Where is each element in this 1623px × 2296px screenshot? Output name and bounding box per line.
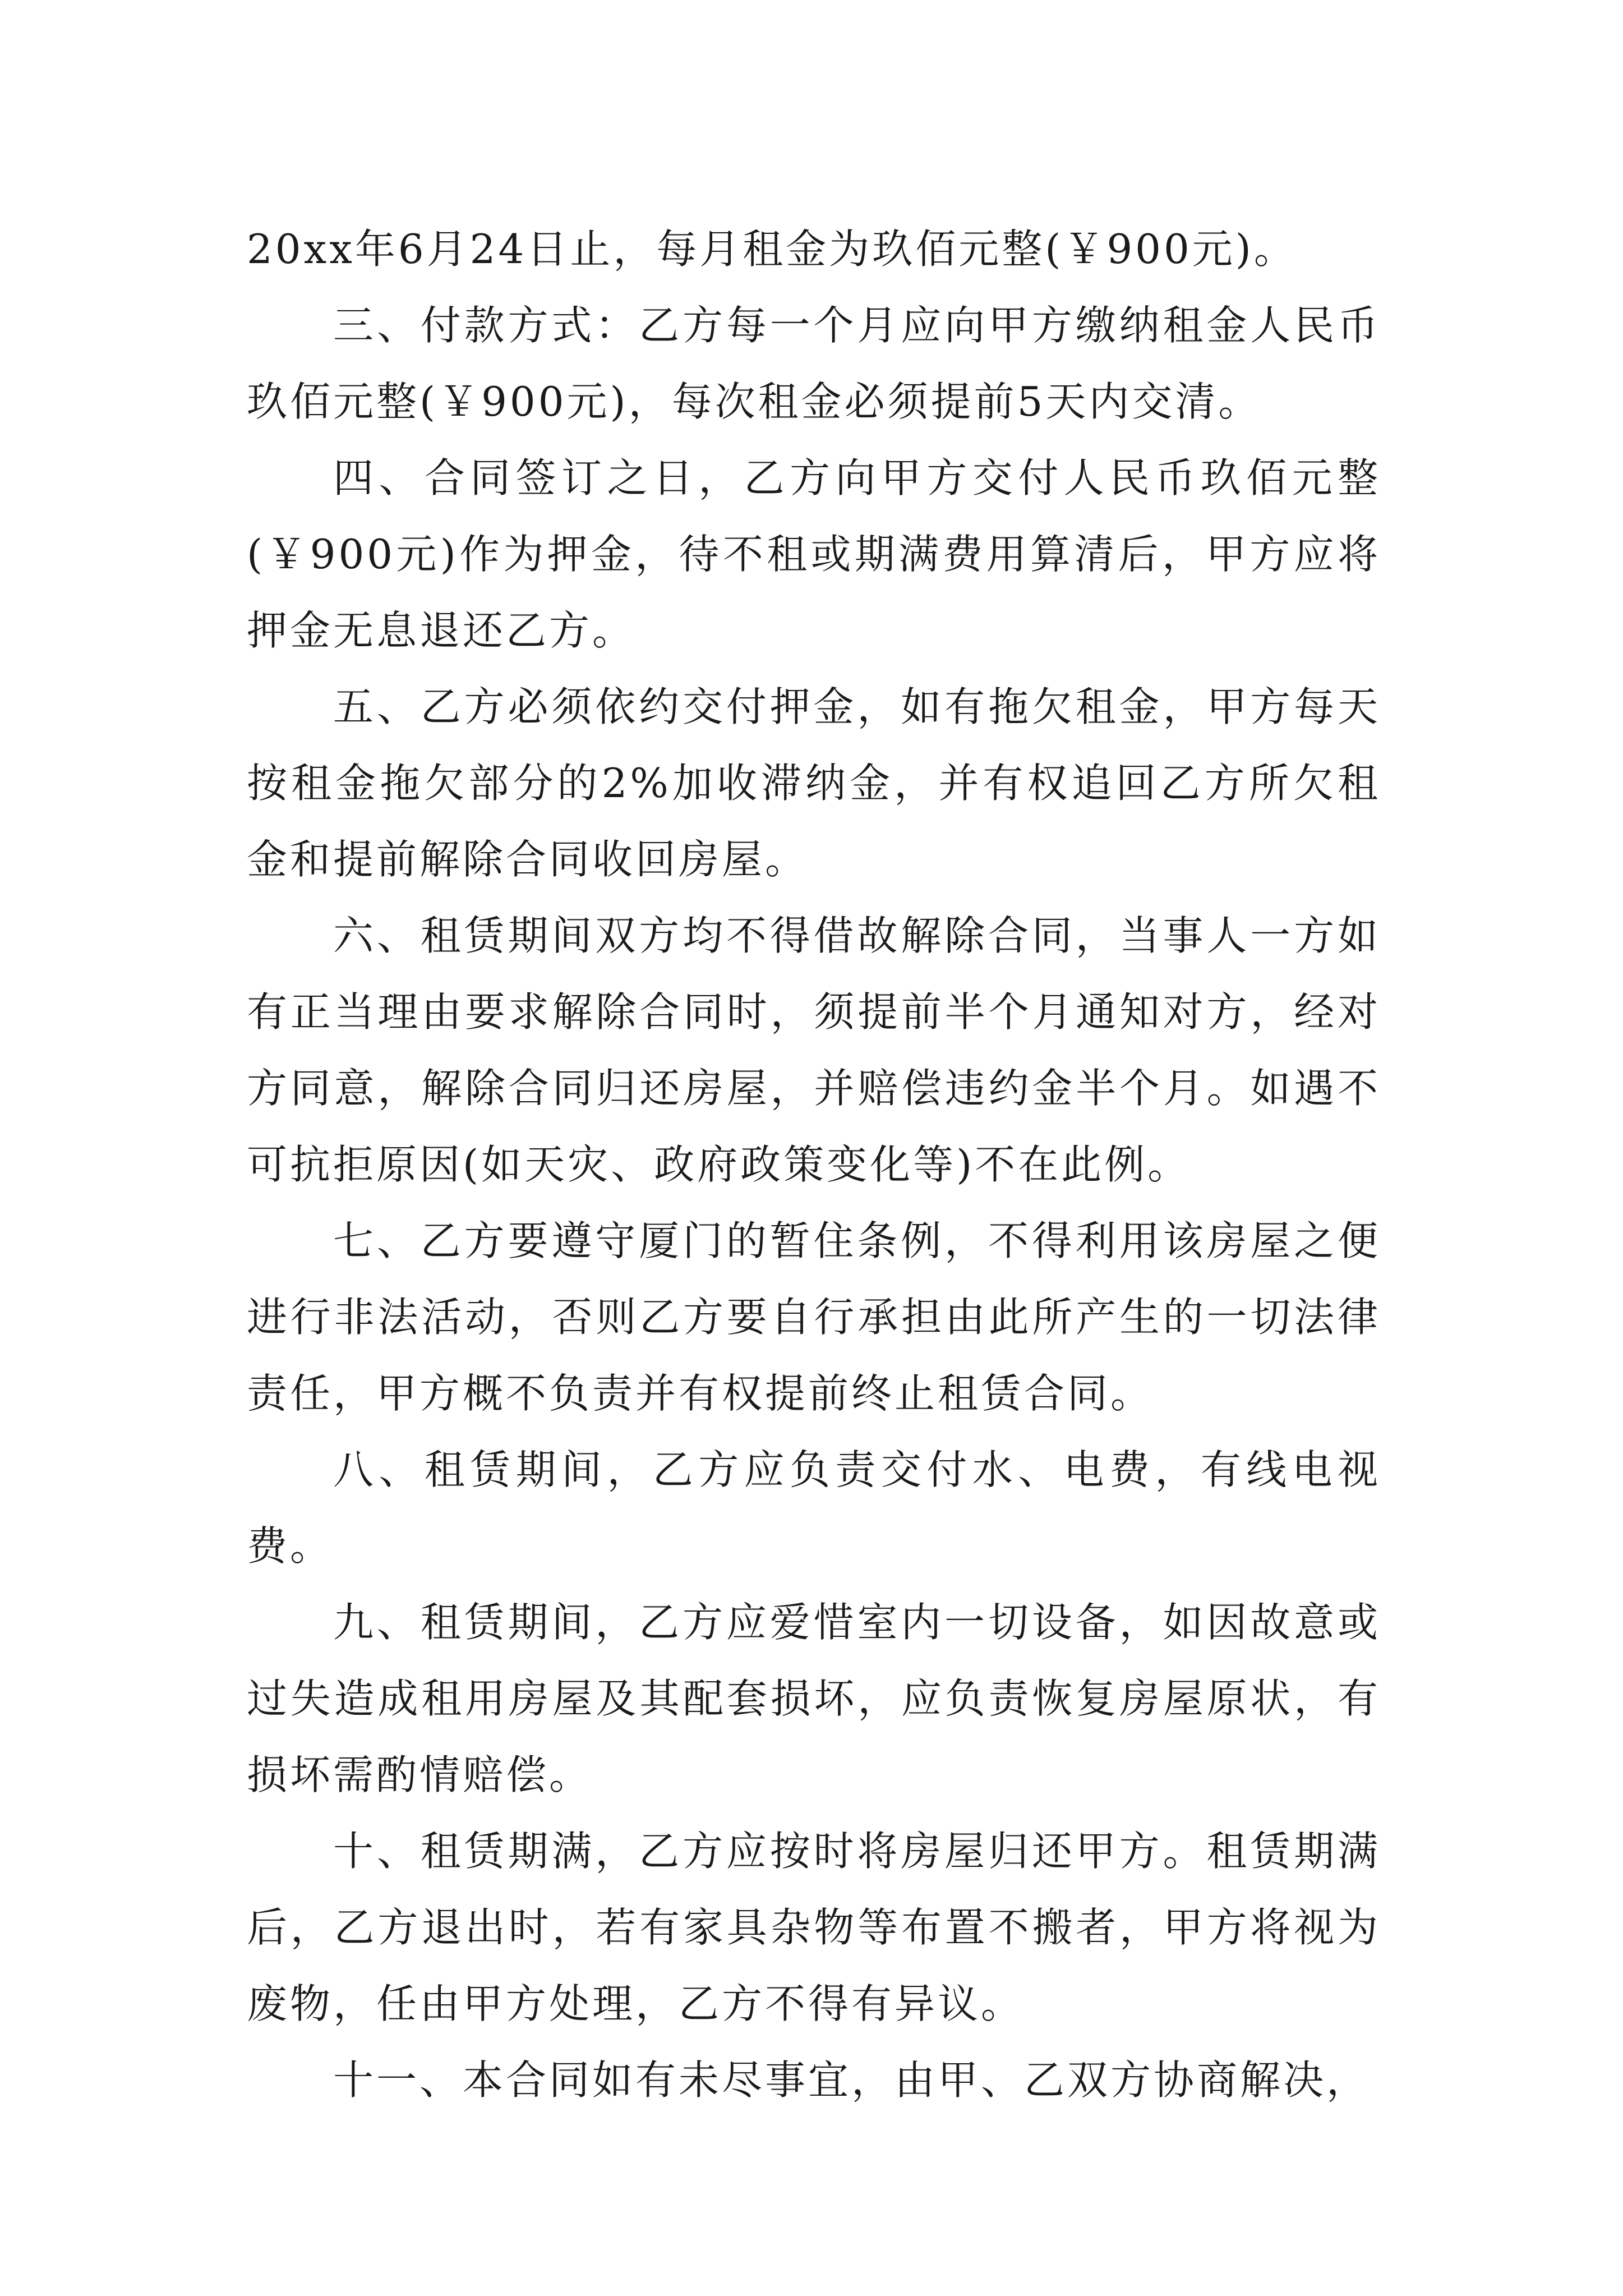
contract-body (247, 211, 1381, 2118)
paragraph-rent-period-end: 20xx年6月24日止，每月租金为玖佰元整(￥900元)。 (247, 226, 1297, 273)
paragraph-clause-5-late-fee: 五、乙方必须依约交付押金，如有拖欠租金，甲方每天按租金拖欠部分的2%加收滞纳金，并有权追回乙方所欠租金和提前解除合同收回房屋。 (247, 683, 1381, 883)
paragraph-clause-9-equipment: 九、租赁期间，乙方应爱惜室内一切设备，如因故意或过失造成租用房屋及其配套损坏，应负责恢复房屋原状，有损坏需酌情赔偿。 (247, 1599, 1381, 1798)
paragraph-clause-7-regulations: 七、乙方要遵守厦门的暂住条例，不得利用该房屋之便进行非法活动，否则乙方要自行承担由此所产生的一切法律责任，甲方概不负责并有权提前终止租赁合同。 (247, 1217, 1381, 1417)
paragraph-clause-11-other: 十一、本合同如有未尽事宜，由甲、乙双方协商解决， (333, 2056, 1370, 2104)
paragraph-clause-3-payment: 三、付款方式：乙方每一个月应向甲方缴纳租金人民币玖佰元整(￥900元)，每次租金必须提前5天内交清。 (247, 302, 1381, 425)
paragraph-clause-4-deposit: 四、合同签订之日，乙方向甲方交付人民币玖佰元整(￥900元)作为押金，待不租或期满费用算清后，甲方应将押金无息退还乙方。 (247, 454, 1381, 654)
paragraph-clause-8-utilities: 八、租赁期间，乙方应负责交付水、电费，有线电视费。 (247, 1446, 1381, 1570)
paragraph-clause-10-expiry: 十、租赁期满，乙方应按时将房屋归还甲方。租赁期满后，乙方退出时，若有家具杂物等布置不搬者，甲方将视为废物，任由甲方处理，乙方不得有异议。 (247, 1828, 1381, 2027)
paragraph-clause-6-termination: 六、租赁期间双方均不得借故解除合同，当事人一方如有正当理由要求解除合同时，须提前半个月通知对方，经对方同意，解除合同归还房屋，并赔偿违约金半个月。如遇不可抗拒原因(如天灾、政府政策变化等)不在此例。 (247, 912, 1381, 1188)
